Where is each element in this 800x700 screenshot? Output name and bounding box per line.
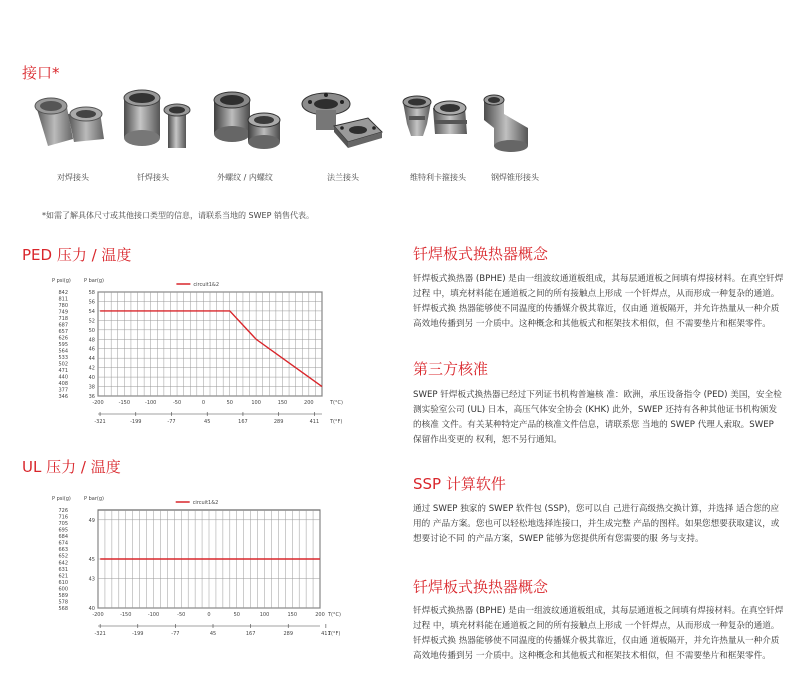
y-tick-bar-3: 49 [88, 517, 95, 524]
x-tick-c-3: -50 [177, 612, 186, 618]
x-tick-f-6: 411 [309, 419, 320, 425]
y-tick-psi-10: 533 [58, 355, 68, 361]
x-tick-f-0: -321 [94, 631, 106, 637]
y-tick-psi-13: 440 [58, 374, 68, 381]
y-tick-psi-5: 674 [58, 540, 68, 547]
cone-connection-icon [470, 84, 560, 169]
y-tick-psi-0: 842 [58, 290, 68, 296]
x-tick-c-0: -200 [92, 400, 104, 406]
x-unit-f: T(°F) [330, 419, 343, 425]
y-tick-psi-14: 408 [58, 381, 68, 387]
x-tick-f-5: 289 [273, 419, 284, 425]
y-tick-bar-10: 56 [88, 299, 95, 306]
bphe-concept-heading-2: 钎焊板式换热器概念 [413, 578, 549, 596]
y-tick-bar-2: 45 [88, 557, 95, 563]
solder-connection [108, 84, 198, 194]
solder-connection-label: 钎焊接头 [137, 173, 169, 182]
x-unit-c: T(°C) [328, 612, 341, 618]
legend-label-0: circuit1&2 [193, 282, 220, 288]
legend-label-0: circuit1&2 [192, 500, 219, 506]
ped-chart [40, 268, 390, 440]
y-tick-psi-1: 716 [58, 514, 68, 521]
x-tick-f-2: -77 [167, 419, 176, 425]
y-tick-psi-5: 687 [58, 322, 68, 329]
x-tick-f-4: 167 [245, 631, 256, 637]
y-tick-psi-9: 564 [58, 348, 68, 355]
y-tick-bar-9: 54 [88, 308, 95, 315]
y-tick-bar-1: 38 [88, 384, 95, 391]
x-tick-f-1: -199 [132, 631, 144, 637]
connections-title: 接口* [22, 64, 60, 82]
y-tick-psi-6: 663 [58, 547, 68, 554]
victaulic-connection-label: 维特利卡箍接头 [410, 173, 466, 182]
y-tick-psi-3: 695 [58, 527, 68, 534]
y-tick-psi-2: 705 [58, 521, 68, 528]
y-tick-bar-3: 42 [88, 365, 95, 372]
y-tick-psi-4: 718 [58, 316, 68, 322]
y-tick-bar-11: 58 [88, 290, 95, 296]
y-tick-psi-12: 471 [58, 368, 68, 374]
x-tick-f-1: -199 [130, 419, 142, 425]
x-tick-c-6: 100 [251, 400, 261, 406]
y-tick-psi-8: 642 [58, 560, 68, 567]
x-tick-c-2: -100 [145, 400, 157, 406]
x-tick-c-4: 0 [207, 612, 211, 618]
thread-connection-icon [200, 84, 290, 169]
x-tick-f-3: 45 [209, 631, 217, 637]
x-tick-f-2: -77 [171, 631, 180, 637]
bphe-concept-heading: 钎焊板式换热器概念 [413, 245, 549, 263]
y-tick-psi-3: 749 [58, 309, 68, 316]
x-tick-c-8: 200 [304, 400, 314, 406]
thread-connection-label: 外螺纹 / 内螺纹 [217, 173, 273, 182]
y-tick-bar-2: 40 [88, 375, 95, 382]
x-tick-f-4: 167 [238, 419, 248, 425]
ssp-text: 通过 SWEP 独家的 SWEP 软件包 (SSP)，您可以自 己进行高级热交换计算，并选择 适合您的应用的 产品方案。您也可以轻松地选择连接口，并生成完整 产品的图样。如果您想要获取建议，或想要讨论不同 的产品方案，SWEP 能够为您提供所有您需要的服 务与支持。 [413, 504, 780, 544]
y-tick-psi-8: 595 [58, 342, 68, 348]
y-tick-psi-11: 502 [58, 361, 68, 368]
thread-connection [200, 84, 290, 194]
x-tick-c-1: -150 [120, 612, 132, 618]
x-tick-c-0: -200 [92, 612, 104, 618]
ul-title: UL 压力 / 温度 [22, 458, 121, 476]
x-tick-c-8: 200 [315, 612, 325, 618]
y-label-bar: P bar(g) [84, 278, 104, 284]
y-tick-psi-10: 621 [58, 573, 68, 580]
y-tick-bar-5: 46 [88, 346, 95, 353]
x-tick-c-5: 50 [226, 400, 233, 406]
ssp-heading: SSP 计算软件 [413, 475, 506, 493]
y-tick-bar-0: 36 [88, 394, 95, 400]
cone-connection [470, 84, 560, 194]
y-tick-bar-6: 48 [88, 337, 95, 344]
x-tick-f-0: -321 [94, 419, 106, 425]
x-tick-c-1: -150 [118, 400, 131, 406]
x-tick-c-4: 0 [201, 400, 206, 406]
y-tick-bar-8: 52 [88, 318, 95, 325]
solder-connection-icon [108, 84, 198, 169]
y-tick-psi-4: 684 [58, 534, 68, 541]
ul-chart [40, 480, 390, 646]
y-tick-psi-1: 811 [58, 296, 68, 303]
y-tick-psi-13: 589 [58, 592, 68, 599]
connections-footnote: *如需了解具体尺寸或其他接口类型的信息，请联系当地的 SWEP 销售代表。 [42, 211, 314, 220]
y-tick-psi-6: 657 [58, 329, 68, 335]
flange-connection [298, 84, 388, 194]
weld-connection-label: 对焊接头 [57, 173, 89, 182]
y-label-psi: P psi(g) [52, 496, 71, 502]
x-tick-c-7: 150 [277, 400, 288, 406]
bphe-concept-text: 钎焊板式换热器 (BPHE) 是由一组波纹通道板组成，其每层通道板之间填有焊接材料。在真空钎焊过程 中，填充材料能在通道板之间的所有接触点上形成 一个钎焊点，从而形成一种复杂的通道。钎焊板式换 热器能够使不同温度的传播媒介极其靠近，仅由通 道板隔开，并允许热量从一种介质高效地传播到另 一介质中。这种概念和其他板式和框架技术相似，但 不需要垫片和框架零件。 [413, 274, 784, 329]
y-label-bar: P bar(g) [84, 496, 104, 502]
approvals-text: SWEP 钎焊板式换热器已经过下列证书机构普遍核 准：欧洲，承压设备指令 (PED) 美国，安全检测实验室公司 (UL) 日本，高压气体安全协会 (KHK) 此外，SWEP 还持有各种其他证书机构颁发的核准 文件。有关某种特定产品的核准文件信息，请联系您 当地的 SWEP 代理人索取。SWEP 保留作出变更的 权利，恕不另行通知。 [413, 390, 782, 445]
y-tick-psi-14: 578 [58, 599, 68, 606]
x-unit-c: T(°C) [330, 400, 343, 406]
approvals-heading: 第三方核准 [413, 360, 489, 378]
flange-connection-label: 法兰接头 [327, 173, 359, 182]
y-tick-psi-9: 631 [58, 566, 68, 573]
y-tick-psi-15: 377 [58, 387, 68, 394]
ped-title: PED 压力 / 温度 [22, 246, 132, 264]
y-label-psi: P psi(g) [52, 278, 71, 284]
weld-connection [28, 84, 118, 194]
weld-connection-icon [28, 84, 118, 169]
x-tick-f-5: 289 [283, 631, 294, 637]
connections-row [18, 84, 539, 194]
y-tick-bar-7: 50 [88, 327, 95, 334]
x-tick-f-6: 411 [321, 631, 331, 637]
y-tick-psi-12: 600 [58, 586, 68, 593]
y-tick-psi-7: 626 [58, 335, 68, 342]
bphe-concept-text-2: 钎焊板式换热器 (BPHE) 是由一组波纹通道板组成，其每层通道板之间填有焊接材料。在真空钎焊过程 中，填充材料能在通道板之间的所有接触点上形成 一个钎焊点，从而形成一种复杂的通道。钎焊板式换 热器能够使不同温度的传播媒介极其靠近，仅由通 道板隔开，并允许热量从一种介质高效地传播到另 一介质中。这种概念和其他板式和框架技术相似，但 不需要垫片和框架零件。 [413, 606, 784, 661]
flange-connection-icon [298, 84, 388, 169]
cone-connection-label: 钢焊锥形接头 [491, 173, 539, 182]
y-tick-bar-0: 40 [88, 606, 95, 612]
x-unit-f: T(°F) [328, 631, 341, 637]
x-tick-c-2: -100 [147, 612, 160, 618]
y-tick-psi-0: 726 [58, 508, 68, 514]
x-tick-c-6: 100 [259, 612, 270, 618]
x-tick-c-7: 150 [287, 612, 298, 618]
y-tick-psi-11: 610 [58, 579, 68, 586]
x-tick-c-5: 50 [233, 612, 240, 618]
x-tick-f-3: 45 [204, 419, 211, 425]
x-tick-c-3: -50 [172, 400, 182, 406]
y-tick-psi-15: 568 [58, 606, 68, 612]
y-tick-bar-1: 43 [88, 576, 95, 583]
y-tick-psi-16: 346 [58, 394, 68, 400]
y-tick-psi-7: 652 [58, 553, 68, 560]
y-tick-bar-4: 44 [88, 356, 95, 363]
y-tick-psi-2: 780 [58, 303, 68, 309]
